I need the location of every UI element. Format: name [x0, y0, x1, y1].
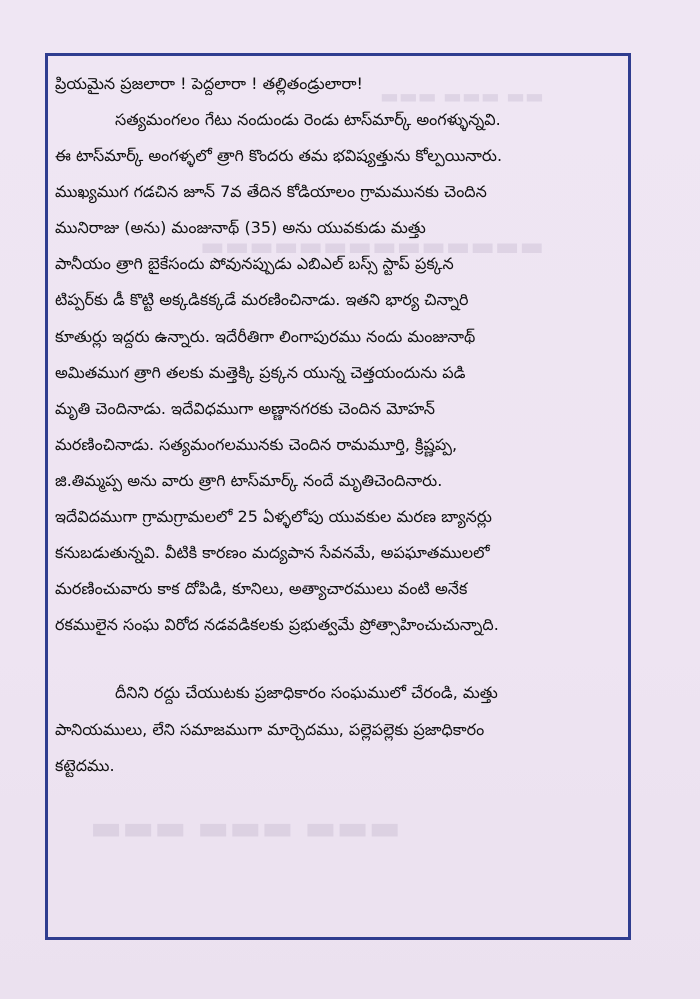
paragraph-line: కూతుర్లు ఇద్దరు ఉన్నారు. ఇదేరీతిగా లింగాపురము నందు మంజునాథ్: [55, 326, 476, 346]
paragraph-line: దీనిని రద్దు చేయుటకు ప్రజాధికారం సంఘములో చేరండి, మత్తు: [115, 683, 498, 703]
paragraph-line: మరణించువారు కాక దోపిడి, కూనిలు, అత్యాచారములు వంటి అనేక: [55, 579, 468, 599]
paragraph-line: రకములైన సంఘ విరోద నడవడికలకు ప్రభుత్వమే ప్రోత్సాహించుచున్నాది.: [55, 615, 499, 635]
paragraph-gap: [55, 643, 621, 675]
paragraph-line: మరణించినాడు. సత్యమంగలమునకు చెందిన రామమూర్తి, క్రిష్ణప్ప,: [55, 434, 458, 454]
paragraph-line: సత్యమంగలం గేటు నందుండు రెండు టాస్‌మార్క్ అంగళ్ళున్నవి.: [115, 110, 501, 129]
paragraph-line: పానియములు, లేని సమాజముగా మార్చెదము, పల్లెపల్లెకు ప్రజాధికారం: [55, 719, 485, 739]
paragraph-line: ఇదేవిదముగా గ్రామగ్రామలలో 25 ఏళ్ళలోపు యువకుల మరణ బ్యానర్లు: [55, 507, 492, 527]
closing-paragraph: [55, 675, 621, 783]
paragraph-line: కట్టెదము.: [55, 755, 115, 775]
paragraph-line: జి.తిమ్మప్ప అను వారు త్రాగి టాస్‌మార్క్ నందే మృతిచెందినారు.: [55, 470, 443, 490]
paragraph-line: మునిరాజు (అను) మంజునాథ్ (35) అను యువకుడు మత్తు: [55, 218, 426, 238]
paragraph-line: టిప్పర్‌కు డీ కొట్టి అక్కడికక్కడే మరణించినాడు. ఇతని భార్య చిన్నారి: [55, 290, 469, 310]
letter-body: [55, 66, 621, 784]
paragraph-line: మృతి చెందినాడు. ఇదేవిధముగా అణ్ణానగరకు చెందిన మోహన్: [55, 398, 435, 418]
paragraph-line: ముఖ్యముగ గడచిన జూన్ 7వ తేదిన కోడియాలం గ్రామమునకు చెందిన: [55, 182, 487, 202]
paragraph-line: అమితముగ త్రాగి తలకు మత్తెక్కి ప్రక్కన యున్న చెత్తయందును పడి: [55, 362, 466, 382]
greeting-line: ప్రియమైన ప్రజలారా ! పెద్దలారా ! తల్లితండ్రులారా!: [55, 74, 363, 93]
paragraph-line: కనుబడుతున్నవి. వీటికి కారణం మద్యపాన సేవనమే, అపఘాతములలో: [55, 543, 490, 563]
paragraph-line: ఈ టాస్‌మార్క్ అంగళ్ళలో త్రాగి కొందరు తమ భవిష్యత్తును కోల్పయినారు.: [55, 146, 503, 166]
paragraph-line: పానీయం త్రాగి బైకేసందు పోవునప్పుడు ఎబిఎల్ బస్స్ స్టాప్ ప్రక్కన: [55, 254, 454, 274]
main-paragraph: [55, 102, 621, 643]
